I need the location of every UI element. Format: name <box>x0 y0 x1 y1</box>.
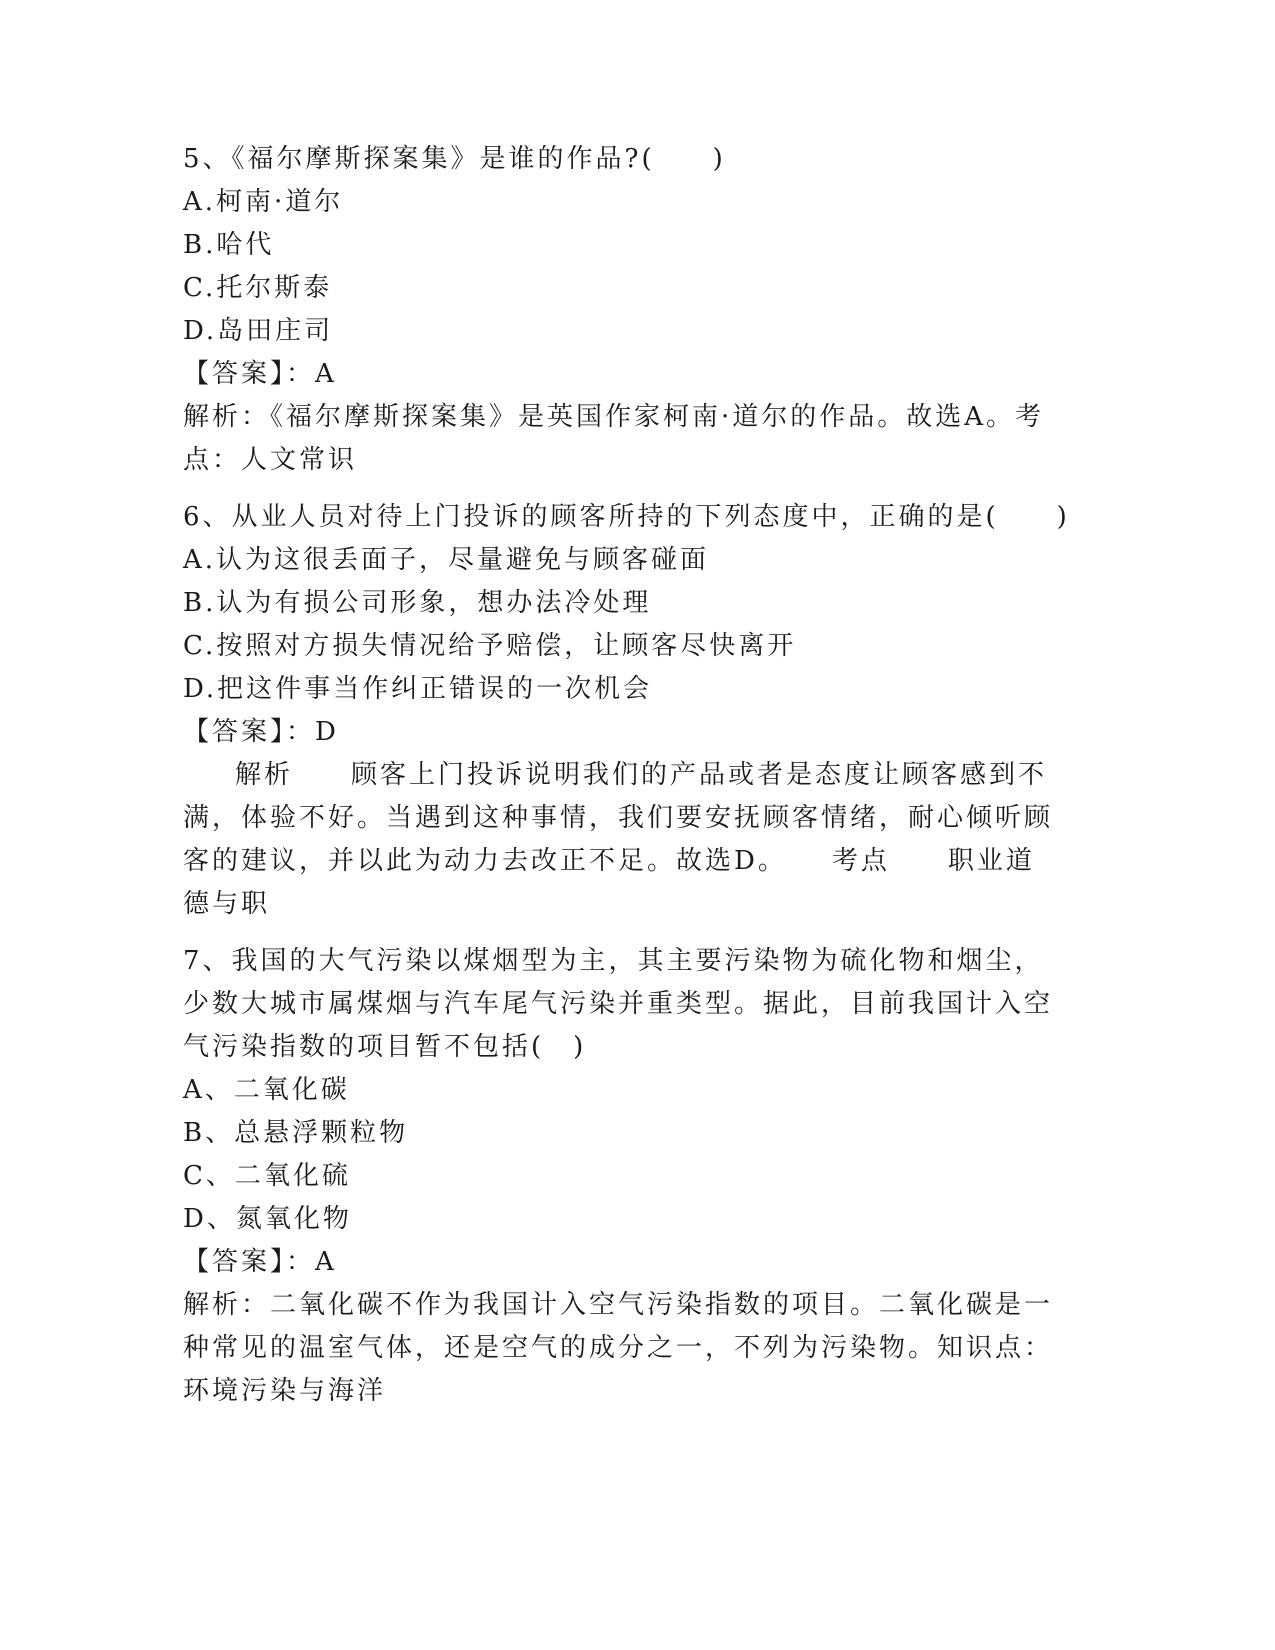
answer-line: 【答案】：A <box>183 1247 337 1277</box>
option-d: D.把这件事当作纠正错误的一次机会 <box>183 674 653 704</box>
option-b: B、总悬浮颗粒物 <box>183 1118 409 1148</box>
question-stem: 6、从业人员对待上门投诉的顾客所持的下列态度中，正确的是( ) <box>183 502 1070 532</box>
document-page <box>183 138 1083 1413</box>
option-b: B.认为有损公司形象，想办法冷处理 <box>183 588 652 618</box>
question-spacer <box>183 482 1083 496</box>
option-a: A.认为这很丢面子，尽量避免与顾客碰面 <box>183 545 710 575</box>
option-d: D.岛田庄司 <box>183 316 334 346</box>
question-7 <box>183 940 1083 1413</box>
question-6 <box>183 496 1083 926</box>
analysis-body: 解析 顾客上门投诉说明我们的产品或者是态度让顾客感到不满，体验不好。当遇到这种事情，我们要安抚顾客情绪，耐心倾听顾客的建议，并以此为动力去改正不足。故选D。 考点 职业道德与职 <box>183 760 1054 919</box>
option-b: B.哈代 <box>183 230 275 260</box>
question-5 <box>183 138 1083 482</box>
option-c: C、二氧化硫 <box>183 1161 351 1191</box>
option-d: D、氮氧化物 <box>183 1204 352 1234</box>
answer-line: 【答案】：D <box>183 717 339 747</box>
answer-line: 【答案】：A <box>183 359 337 389</box>
option-a: A、二氧化碳 <box>183 1075 350 1105</box>
question-spacer <box>183 926 1083 940</box>
option-c: C.按照对方损失情况给予赔偿，让顾客尽快离开 <box>183 631 797 661</box>
analysis-text: 解析：二氧化碳不作为我国计入空气污染指数的项目。二氧化碳是一种常见的温室气体，还是空气的成分之一，不列为污染物。知识点：环境污染与海洋 <box>183 1290 1054 1406</box>
option-a: A.柯南·道尔 <box>183 187 344 217</box>
analysis-text <box>183 754 1063 926</box>
question-stem: 7、我国的大气污染以煤烟型为主，其主要污染物为硫化物和烟尘，少数大城市属煤烟与汽车尾气污染并重类型。据此，目前我国计入空气污染指数的项目暂不包括( ) <box>183 946 1054 1062</box>
analysis-text: 解析：《福尔摩斯探案集》是英国作家柯南·道尔的作品。故选A。考点：人文常识 <box>183 402 1045 475</box>
option-c: C.托尔斯泰 <box>183 273 333 303</box>
question-stem: 5、《福尔摩斯探案集》是谁的作品?( ) <box>183 144 726 174</box>
